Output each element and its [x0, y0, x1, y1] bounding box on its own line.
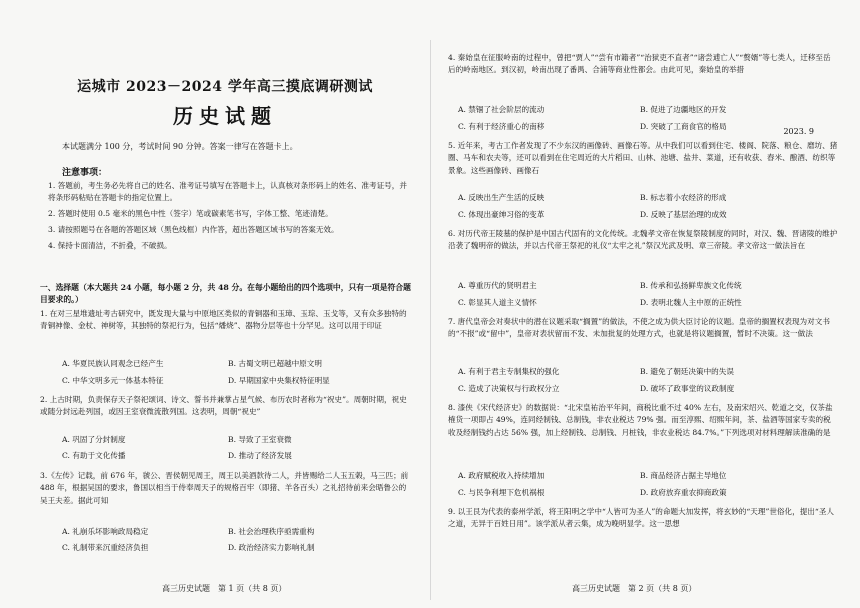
question-option: A. 礼崩乐坏影响政局稳定	[62, 527, 149, 536]
question-option: D. 政治经济实力影响礼制	[228, 543, 315, 552]
question-option: C. 礼制带来沉重经济负担	[62, 543, 149, 552]
question-stem: 9. 以王艮为代表的泰州学派，将王阳明之学中“人皆可为圣人”的命题大加发挥，将玄妙的“天理”世俗化，提出“圣人之道，无异于百姓日用”。该学派从者云集，成为晚明显学。这一思想	[448, 507, 834, 529]
question-stem: 4. 秦始皇在征服岭南的过程中，曾把“贾人”“尝有市籍者”“治狱吏不直者”“诸尝逋亡人”“赘婿”等七类人，迁移至岳后的岭南地区。到汉初，岭南出现了番禺、合浦等商业性都会。由此可见，秦始皇的举措	[448, 53, 831, 75]
question-stem: 1. 在对三星堆遗址考古研究中，既发现大量与中原地区类似的青铜器和玉璋、玉琮、玉戈等，又有众多独特的青铜神像、金杖、神树等，其独特的祭祀行为，包括“燔烧”、器物分层等也十分罕见。这可以用于印证	[40, 309, 407, 331]
question-stem: 5. 近年来，考古工作者发现了不少东汉的画像砖、画像石等。从中我们可以看到住宅、楼阁、院落、粮仓、磨坊、猪圈、马车和农夫等，还可以看到在住宅周近的大片稻田、山林、池塘、盐井、菜道，还有收获、舂米、酿酒、纺织等景象。这些画像砖、画像石	[448, 141, 838, 175]
question-option: C. 有助于文化传播	[62, 451, 126, 460]
question-option: B. 标志着小农经济的形成	[640, 193, 727, 202]
question-option: C. 中华文明多元一体基本特征	[62, 376, 164, 385]
question-option: D. 突破了工商食官的格局	[640, 122, 727, 131]
question-option: C. 体现出豪绅习俗的变革	[458, 210, 545, 219]
question-option: D. 破坏了政事堂的议政制度	[640, 384, 735, 393]
question-option: A. 反映出生产生活的反映	[458, 193, 545, 202]
question-stem: 7. 唐代皇帝会对奏状中的潜在议题采取“搁置”的做法，不使之成为供大臣讨论的议题。皇帝的搁置权表现为对文书的“不报”或“留中”，皇帝对表状留而不发、未加批复的处理方式，也就是将议题搁置，暂时不决策。这一做法	[448, 317, 830, 339]
question-option: B. 社会治理秩序亟需重构	[228, 527, 315, 536]
question-option: B. 商品经济占据主导地位	[640, 471, 727, 480]
notice-title: 注意事项：	[62, 168, 108, 178]
notice-item: 2. 答题时使用 0.5 毫米的黑色中性（签字）笔或碳素笔书写，字体工整、笔迹清楚。	[48, 209, 333, 218]
question-option: A. 有利于君主专制集权的强化	[458, 367, 560, 376]
question-option: D. 推动了经济发展	[228, 451, 292, 460]
section-heading: 一、选择题（本大题共 24 小题，每小题 2 分，共 48 分。在每小题给出的四个选项中，只有一项是符合题目要求的。）	[40, 283, 411, 304]
question-option: B. 避免了朝廷决策中的失误	[640, 367, 734, 376]
question-option: C. 造成了决策权与行政权分立	[458, 384, 560, 393]
page-footer: 高三历史试题 第 2 页（共 8 页）	[572, 584, 697, 593]
question-option: A. 政府赋税收入持续增加	[458, 471, 545, 480]
question-option: B. 传承和弘扬鲜卑族文化传统	[640, 281, 742, 290]
question-option: C. 有利于经济重心的南移	[458, 122, 545, 131]
page-divider	[430, 40, 431, 600]
question-option: A. 巩固了分封制度	[62, 435, 126, 444]
question-option: D. 表明北魏人主中原的正统性	[640, 298, 742, 307]
question-option: A. 尊重历代的贤明君主	[458, 281, 537, 290]
question-option: B. 促进了边疆地区的开发	[640, 105, 727, 114]
page-footer: 高三历史试题 第 1 页（共 8 页）	[162, 584, 287, 593]
question-stem: 6. 对历代帝王陵墓的保护是中国古代固有的文化传统。北魏孝文帝在恢复祭陵制度的同时，对汉、魏、晋诸陵的维护沿袭了魏明帝的做法，并以古代帝王祭祀的礼仪“太牢之礼”祭汉光武及明、章三帝陵。孝文帝这一做法旨在	[448, 229, 838, 251]
question-option: D. 早期国家中央集权特征明显	[228, 376, 330, 385]
question-option: B. 导致了王室衰微	[228, 435, 292, 444]
exam-intro: 本试题满分 100 分，考试时间 90 分钟。答案一律写在答题卡上。	[62, 142, 298, 151]
question-stem: 8. 漆侠《宋代经济史》的数据说：“北宋皇祐治平年间，商税比重不过 40% 左右，及南宋绍兴、乾道之交，仅茶盐榷货一项即占 49%，连同经制钱、总制钱，非农业税达 79% 强。而至淳熙、绍熙年间，茶、盐酒等国家专卖的税收及经制钱约占达 56% 强，加上经制钱、总制钱、月桩钱，非农业税达 84.7%。”下列选项对材料理解读准确的是	[448, 403, 833, 437]
notice-item: 3. 请按照题号在各题的答题区域（黑色线框）内作答，超出答题区域书写的答案无效。	[48, 225, 339, 234]
question-option: A. 华夏民族认同观念已经产生	[62, 359, 164, 368]
notice-item: 4. 保持卡面清洁，不折叠，不破损。	[48, 241, 172, 250]
question-option: D. 政府放弃重农抑商政策	[640, 488, 727, 497]
exam-title: 运城市 2023－2024 学年高三摸底调研测试	[77, 79, 373, 95]
question-option: A. 禁锢了社会阶层的流动	[458, 105, 545, 114]
question-stem: 3.《左传》记载，前 676 年，虢公、晋侯朝见周王，周王以美酒款待二人，并皆赐给二人玉五榖，马三匹；前 488 年，根据吴国的要求，鲁国以相当于侍奉周天子的规格百牢（即猪、羊各百头）之礼招待前来会晤鲁公的吴王夫差。据此可知	[40, 471, 409, 505]
question-option: B. 古蜀文明已超越中原文明	[228, 359, 322, 368]
question-option: C. 彰显其人道主义情怀	[458, 298, 537, 307]
question-option: C. 与民争利埋下危机祸根	[458, 488, 545, 497]
subject-title: 历史试题	[173, 104, 277, 128]
question-option: D. 反映了基层治理的成效	[640, 210, 727, 219]
exam-date: 2023. 9	[783, 127, 814, 136]
notice-item: 1. 答题前，考生务必先将自己的姓名、准考证号填写在答题卡上，认真核对条形码上的姓名、准考证号，并将条形码粘贴在答题卡的指定位置上。	[48, 181, 407, 202]
question-stem: 2. 上古时期，负责保存天子祭祀颂词、诗文、誓书并兼掌占星气候、布历农时者称为“祝史”。周朝时期，祝史或随分封远赴列国，或因王室衰微流散列国。这表明，周朝“祝史”	[40, 395, 407, 417]
